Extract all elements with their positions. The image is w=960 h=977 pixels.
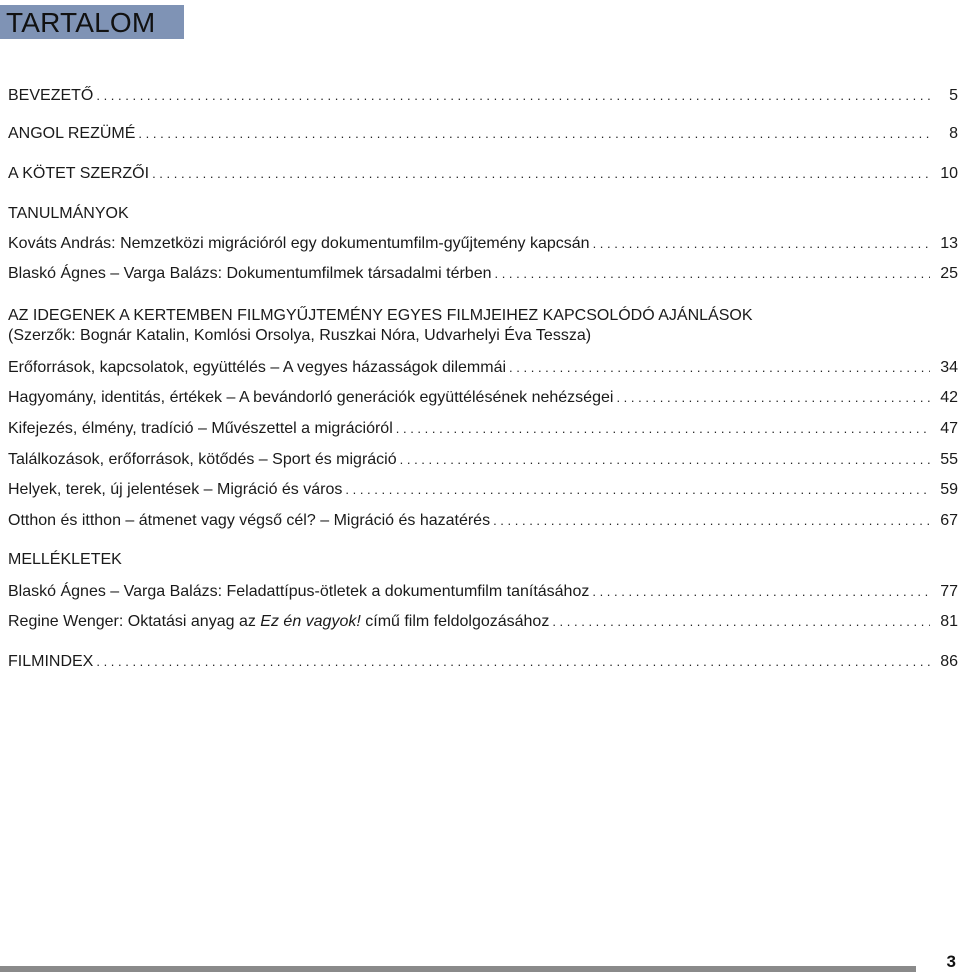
toc-page: 47 <box>940 420 958 437</box>
toc-page: 8 <box>949 125 958 142</box>
toc-label: A KÖTET SZERZŐI <box>8 165 150 182</box>
leader-dots <box>552 612 930 632</box>
page-title: TARTALOM <box>6 7 156 38</box>
toc-page: 25 <box>940 265 958 282</box>
leader-dots <box>96 652 930 672</box>
toc-page: 55 <box>940 451 958 468</box>
leader-dots <box>152 164 930 184</box>
toc-label: Blaskó Ágnes – Varga Balázs: Dokumentumfilmek társadalmi térben <box>8 265 492 282</box>
toc-page: 67 <box>940 512 958 529</box>
toc-entry-kifejezes[interactable] <box>8 419 960 439</box>
leader-dots <box>493 511 930 531</box>
toc-label: FILMINDEX <box>8 653 94 670</box>
leader-dots <box>138 124 930 144</box>
section-authors-note: (Szerzők: Bognár Katalin, Komlósi Orsolya, Ruszkai Nóra, Udvarhelyi Éva Tessza) <box>8 327 592 344</box>
toc-page: 34 <box>940 359 958 376</box>
toc-entry-talalkozasok[interactable] <box>8 450 960 470</box>
toc-entry-eroforrasok[interactable] <box>8 358 960 378</box>
leader-dots <box>509 358 930 378</box>
leader-dots <box>96 86 930 106</box>
toc-page: 10 <box>940 165 958 182</box>
toc-page: 5 <box>949 87 958 104</box>
section-heading-mellekletek: MELLÉKLETEK <box>8 551 122 568</box>
toc-page: 86 <box>940 653 958 670</box>
toc-label: Otthon és itthon – átmenet vagy végső cél? – Migráció és hazatérés <box>8 512 491 529</box>
toc-entry-helyek[interactable] <box>8 480 960 500</box>
toc-page: 81 <box>940 613 958 630</box>
footer-rule <box>0 966 916 972</box>
toc-label: ANGOL REZÜMÉ <box>8 125 136 142</box>
toc-page: 59 <box>940 481 958 498</box>
toc-label: Kováts András: Nemzetközi migrációról egy dokumentumfilm-gyűjtemény kapcsán <box>8 235 590 252</box>
toc-entry-kovats[interactable] <box>8 234 960 254</box>
section-heading-tanulmanyok: TANULMÁNYOK <box>8 205 129 222</box>
toc-label: Helyek, terek, új jelentések – Migráció és város <box>8 481 343 498</box>
page-number: 3 <box>946 952 956 971</box>
leader-dots <box>592 582 930 602</box>
section-heading-idegenek: AZ IDEGENEK A KERTEMBEN FILMGYŰJTEMÉNY EGYES FILMJEIHEZ KAPCSOLÓDÓ AJÁNLÁSOK <box>8 307 753 324</box>
leader-dots <box>593 234 930 254</box>
toc-entry-hagyomany[interactable] <box>8 388 960 408</box>
toc-label: Kifejezés, élmény, tradíció – Művészettel a migrációról <box>8 420 393 437</box>
toc-label: BEVEZETŐ <box>8 87 94 104</box>
leader-dots <box>345 480 930 500</box>
toc-page: 42 <box>940 389 958 406</box>
leader-dots <box>396 419 930 439</box>
leader-dots <box>494 264 930 284</box>
toc-entry-filmindex[interactable] <box>8 652 960 672</box>
toc-label: Blaskó Ágnes – Varga Balázs: Feladattípus-ötletek a dokumentumfilm tanításához <box>8 583 590 600</box>
toc-entry-angol-rezume[interactable] <box>8 124 960 144</box>
toc-page: 77 <box>940 583 958 600</box>
leader-dots <box>616 388 930 408</box>
toc-entry-wenger[interactable] <box>8 612 960 632</box>
toc-entry-blasko-1[interactable] <box>8 264 960 284</box>
toc-label: Találkozások, erőforrások, kötődés – Sport és migráció <box>8 451 397 468</box>
toc-label: Regine Wenger: Oktatási anyag az Ez én vagyok! című film feldolgozásához <box>8 613 550 630</box>
toc-entry-szerzoi[interactable] <box>8 164 960 184</box>
toc-label: Erőforrások, kapcsolatok, együttélés – A vegyes házasságok dilemmái <box>8 359 507 376</box>
toc-entry-otthon[interactable] <box>8 511 960 531</box>
toc-page: 13 <box>940 235 958 252</box>
leader-dots <box>400 450 930 470</box>
toc-entry-blasko-2[interactable] <box>8 582 960 602</box>
toc-entry-bevezeto[interactable] <box>8 86 960 106</box>
toc-label: Hagyomány, identitás, értékek – A bevándorló generációk együttélésének nehézségei <box>8 389 614 406</box>
